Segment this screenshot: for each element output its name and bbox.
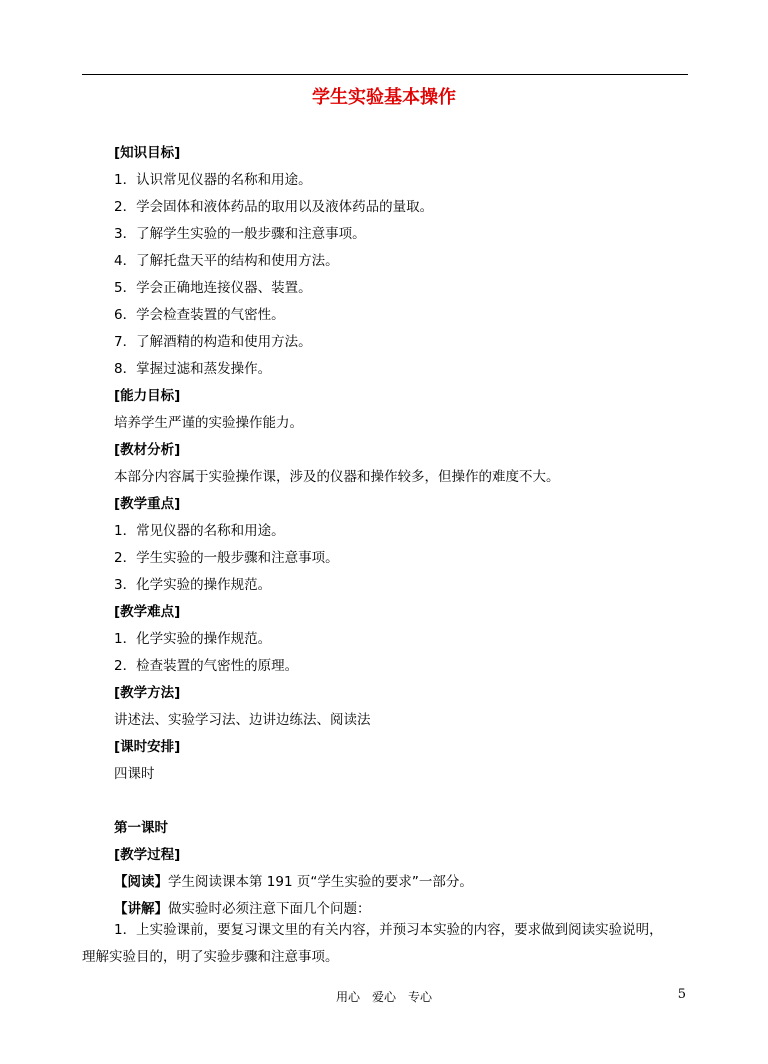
key-points-heading: [教学重点] bbox=[114, 496, 181, 512]
knowledge-goal-item: 2．学会固体和液体药品的取用以及液体药品的量取。 bbox=[114, 199, 434, 215]
material-analysis-heading: [教材分析] bbox=[114, 442, 181, 458]
knowledge-goal-item: 7．了解酒精的构造和使用方法。 bbox=[114, 334, 312, 350]
ability-goals-text: 培养学生严谨的实验操作能力。 bbox=[114, 415, 303, 431]
difficult-points-heading: [教学难点] bbox=[114, 604, 181, 620]
explanation-tag: 【讲解】 bbox=[114, 901, 168, 917]
reading-tag: 【阅读】 bbox=[114, 874, 168, 890]
reading-text: 学生阅读课本第 191 页“学生实验的要求”一部分。 bbox=[168, 874, 473, 890]
key-point-item: 3．化学实验的操作规范。 bbox=[114, 577, 272, 593]
key-point-item: 2．学生实验的一般步骤和注意事项。 bbox=[114, 550, 339, 566]
header-rule bbox=[82, 74, 688, 75]
schedule-heading: [课时安排] bbox=[114, 739, 181, 755]
point-one-line-1: 1．上实验课前，要复习课文里的有关内容，并预习本实验的内容，要求做到阅读实验说明， bbox=[114, 922, 663, 938]
knowledge-goal-item: 3．了解学生实验的一般步骤和注意事项。 bbox=[114, 226, 366, 242]
material-analysis-text: 本部分内容属于实验操作课，涉及的仪器和操作较多，但操作的难度不大。 bbox=[114, 469, 560, 485]
knowledge-goals-heading: [知识目标] bbox=[114, 145, 181, 161]
footer-slogan: 用心 爱心 专心 bbox=[335, 990, 432, 1004]
difficult-point-item: 2．检查装置的气密性的原理。 bbox=[114, 658, 299, 674]
knowledge-goal-item: 1．认识常见仪器的名称和用途。 bbox=[114, 172, 312, 188]
knowledge-goal-item: 4．了解托盘天平的结构和使用方法。 bbox=[114, 253, 339, 269]
difficult-point-item: 1．化学实验的操作规范。 bbox=[114, 631, 272, 647]
explanation-text: 做实验时必须注意下面几个问题： bbox=[168, 901, 371, 917]
knowledge-goal-item: 6．学会检查装置的气密性。 bbox=[114, 307, 285, 323]
reading-line bbox=[114, 869, 688, 896]
key-point-item: 1．常见仪器的名称和用途。 bbox=[114, 523, 285, 539]
teaching-methods-heading: [教学方法] bbox=[114, 685, 181, 701]
document-body bbox=[114, 140, 688, 923]
lesson-one-heading: 第一课时 bbox=[114, 820, 168, 836]
teaching-process-heading: [教学过程] bbox=[114, 847, 181, 863]
knowledge-goal-item: 5．学会正确地连接仪器、装置。 bbox=[114, 280, 312, 296]
document-title: 学生实验基本操作 bbox=[312, 87, 456, 108]
ability-goals-heading: [能力目标] bbox=[114, 388, 181, 404]
schedule-text: 四课时 bbox=[114, 766, 155, 782]
page-number: 5 bbox=[677, 987, 686, 1002]
teaching-methods-text: 讲述法、实验学习法、边讲边练法、阅读法 bbox=[114, 712, 371, 728]
point-one-paragraph bbox=[82, 917, 688, 971]
knowledge-goal-item: 8．掌握过滤和蒸发操作。 bbox=[114, 361, 272, 377]
point-one-line-2: 理解实验目的，明了实验步骤和注意事项。 bbox=[82, 949, 339, 965]
